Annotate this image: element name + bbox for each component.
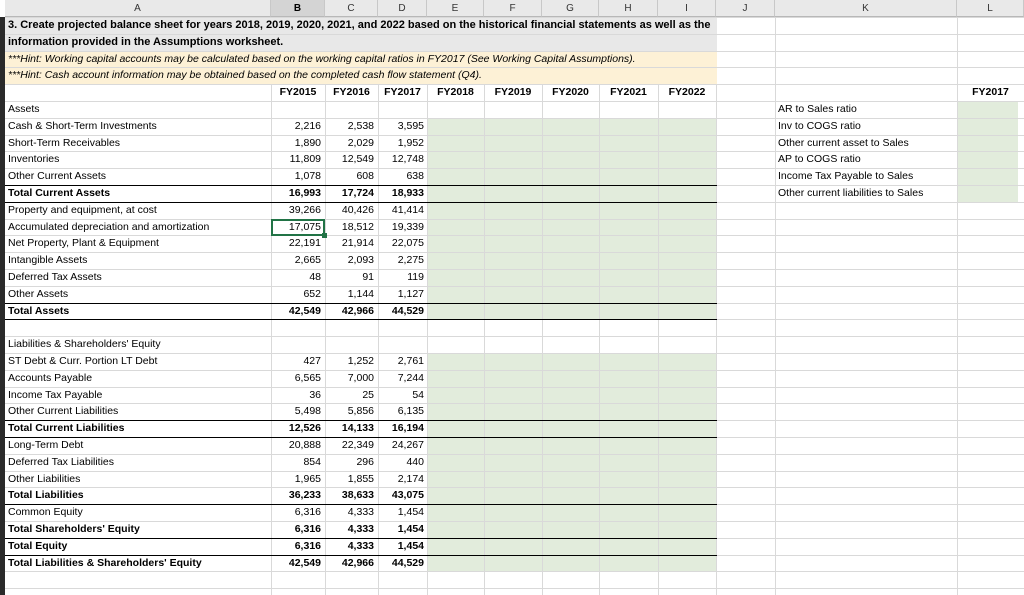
value-cell[interactable]: 38,633 xyxy=(341,489,374,502)
value-cell[interactable]: 17,724 xyxy=(341,187,374,199)
col-gridline xyxy=(957,17,958,595)
value-cell[interactable]: 2,538 xyxy=(347,119,374,132)
row-label: Other Liabilities xyxy=(8,472,81,485)
value-cell[interactable]: 6,316 xyxy=(294,506,321,519)
value-cell[interactable]: 652 xyxy=(303,287,321,300)
hint-line3: ***Hint: Working capital accounts may be calculated based on the working capital ratios in FY2017 (See Working Capital Assumptions). xyxy=(8,52,636,65)
section-header-assets: Assets xyxy=(8,103,40,115)
row-label: Total Current Assets xyxy=(8,187,111,199)
year-header-fy2017: FY2017 xyxy=(384,86,421,99)
value-cell[interactable]: 1,454 xyxy=(397,539,424,552)
column-header-a[interactable]: A xyxy=(5,0,271,17)
column-header-i[interactable]: I xyxy=(658,0,716,17)
value-cell[interactable]: 24,267 xyxy=(391,439,424,451)
column-header-g[interactable]: G xyxy=(542,0,599,17)
value-cell[interactable]: 2,093 xyxy=(347,254,374,267)
row-label: Total Current Liabilities xyxy=(8,422,125,435)
section-header-liabilities: Liabilities & Shareholders' Equity xyxy=(8,338,161,351)
row-gridline xyxy=(5,67,1024,68)
row-label: Cash & Short-Term Investments xyxy=(8,119,157,132)
value-cell[interactable]: 11,809 xyxy=(289,153,321,166)
row-label: ST Debt & Curr. Portion LT Debt xyxy=(8,355,158,367)
value-cell[interactable]: 36 xyxy=(309,388,321,401)
value-cell[interactable]: 44,529 xyxy=(391,556,424,569)
value-cell[interactable]: 7,000 xyxy=(347,371,374,384)
value-cell[interactable]: 19,339 xyxy=(391,220,424,233)
value-cell[interactable]: 22,349 xyxy=(341,439,374,451)
col-gridline xyxy=(599,84,600,595)
ratio-year-header: FY2017 xyxy=(972,86,1009,99)
value-cell[interactable]: 1,252 xyxy=(347,355,374,367)
column-header-f[interactable]: F xyxy=(484,0,542,17)
value-cell[interactable]: 1,855 xyxy=(347,472,374,485)
row-header-strip xyxy=(0,17,5,595)
value-cell[interactable]: 1,144 xyxy=(347,287,374,300)
row-gridline xyxy=(5,51,1024,52)
value-cell[interactable]: 48 xyxy=(309,271,321,283)
row-label: Deferred Tax Assets xyxy=(8,271,102,283)
year-header-fy2019: FY2019 xyxy=(494,86,532,99)
value-cell[interactable]: 5,856 xyxy=(347,405,374,418)
value-cell[interactable]: 2,174 xyxy=(397,472,424,485)
value-cell[interactable]: 2,029 xyxy=(347,136,374,149)
row-label: Other Assets xyxy=(8,287,69,300)
row-label: Other Current Assets xyxy=(8,170,107,183)
value-cell[interactable]: 1,078 xyxy=(294,170,321,183)
column-header-e[interactable]: E xyxy=(427,0,484,17)
ratio-label: Inv to COGS ratio xyxy=(778,119,861,132)
year-header-fy2022: FY2022 xyxy=(668,86,706,99)
value-cell[interactable]: 1,965 xyxy=(294,472,321,485)
row-label: Inventories xyxy=(8,153,60,166)
column-header-b[interactable]: B xyxy=(271,0,325,17)
column-header-k[interactable]: K xyxy=(775,0,957,17)
col-gridline xyxy=(658,84,659,595)
column-header-d[interactable]: D xyxy=(378,0,427,17)
value-cell[interactable]: 91 xyxy=(362,271,374,283)
subtotal-border xyxy=(5,420,717,421)
row-label: Total Equity xyxy=(8,539,68,552)
value-cell[interactable]: 16,993 xyxy=(288,187,321,199)
hint-line4: ***Hint: Cash account information may be obtained based on the completed cash flow statement (Q4). xyxy=(8,69,482,82)
ratio-label: AR to Sales ratio xyxy=(778,103,857,115)
row-label: Net Property, Plant & Equipment xyxy=(8,237,159,250)
column-header-j[interactable]: J xyxy=(716,0,775,17)
value-cell[interactable]: 427 xyxy=(303,355,321,367)
value-cell[interactable]: 3,595 xyxy=(397,119,424,132)
value-cell[interactable]: 16,194 xyxy=(391,422,424,435)
value-cell[interactable]: 2,216 xyxy=(294,119,321,132)
value-cell[interactable]: 43,075 xyxy=(391,489,424,502)
total-bottom-border xyxy=(5,319,717,320)
value-cell[interactable]: 119 xyxy=(407,271,424,283)
row-label: Other Current Liabilities xyxy=(8,405,119,418)
value-cell[interactable]: 2,665 xyxy=(294,254,321,267)
row-label: Total Assets xyxy=(8,304,70,317)
value-cell[interactable]: 638 xyxy=(406,170,424,183)
ratio-label: AP to COGS ratio xyxy=(778,153,861,166)
row-label: Income Tax Payable xyxy=(8,388,103,401)
row-label: Accumulated depreciation and amortization xyxy=(8,220,210,233)
row-label: Short-Term Receivables xyxy=(8,136,121,149)
col-gridline xyxy=(484,84,485,595)
value-cell[interactable]: 5,498 xyxy=(294,405,321,418)
year-header-fy2015: FY2015 xyxy=(279,86,317,99)
column-header-h[interactable]: H xyxy=(599,0,658,17)
value-cell[interactable]: 22,075 xyxy=(391,237,424,250)
value-cell[interactable]: 854 xyxy=(303,455,321,468)
ratio-label: Other current liabilities to Sales xyxy=(778,187,924,199)
value-cell[interactable]: 18,933 xyxy=(391,187,424,199)
row-label: Intangible Assets xyxy=(8,254,88,267)
year-header-fy2021: FY2021 xyxy=(610,86,647,99)
value-cell[interactable]: 39,266 xyxy=(288,203,321,216)
row-gridline xyxy=(5,17,1024,18)
value-cell[interactable]: 440 xyxy=(406,455,424,468)
value-cell[interactable]: 40,426 xyxy=(341,203,374,216)
value-cell[interactable]: 18,512 xyxy=(341,220,374,233)
col-gridline xyxy=(427,84,428,595)
row-label: Deferred Tax Liabilities xyxy=(8,455,115,468)
value-cell[interactable]: 12,748 xyxy=(391,153,424,166)
row-label: Accounts Payable xyxy=(8,371,93,384)
ratio-label: Income Tax Payable to Sales xyxy=(778,170,914,183)
value-cell[interactable]: 1,952 xyxy=(397,136,424,149)
value-cell[interactable]: 6,565 xyxy=(294,371,321,384)
value-cell[interactable]: 17,075 xyxy=(288,220,321,233)
value-cell[interactable]: 6,316 xyxy=(294,539,321,552)
value-cell[interactable]: 14,133 xyxy=(341,422,374,435)
value-cell[interactable]: 42,966 xyxy=(341,556,374,569)
subtotal-border xyxy=(5,202,717,203)
value-cell[interactable]: 4,333 xyxy=(347,523,374,535)
row-gridline xyxy=(5,588,1024,589)
column-header-l[interactable]: L xyxy=(957,0,1024,17)
value-cell[interactable]: 44,529 xyxy=(391,304,424,317)
value-cell[interactable]: 12,549 xyxy=(341,153,374,166)
value-cell[interactable]: 2,275 xyxy=(397,254,424,267)
value-cell[interactable]: 20,888 xyxy=(288,439,321,451)
row-label: Property and equipment, at cost xyxy=(8,203,157,216)
value-cell[interactable]: 1,454 xyxy=(397,523,424,535)
year-header-fy2020: FY2020 xyxy=(552,86,589,99)
value-cell[interactable]: 12,526 xyxy=(288,422,321,435)
value-cell[interactable]: 4,333 xyxy=(347,506,374,519)
value-cell[interactable]: 7,244 xyxy=(397,371,424,384)
row-label: Total Shareholders' Equity xyxy=(8,523,140,535)
row-label: Long-Term Debt xyxy=(8,439,84,451)
value-cell[interactable]: 6,316 xyxy=(294,523,321,535)
instruction-line2: information provided in the Assumptions worksheet. xyxy=(8,35,284,48)
value-cell[interactable]: 1,890 xyxy=(294,136,321,149)
row-label: Common Equity xyxy=(8,506,83,519)
value-cell[interactable]: 42,549 xyxy=(288,304,321,317)
row-label: Total Liabilities & Shareholders' Equity xyxy=(8,556,202,569)
year-header-fy2016: FY2016 xyxy=(333,86,370,99)
value-cell[interactable]: 1,454 xyxy=(397,506,424,519)
ratio-label: Other current asset to Sales xyxy=(778,136,909,149)
subtotal-border xyxy=(5,504,717,505)
subtotal-border xyxy=(5,538,717,539)
value-cell[interactable]: 54 xyxy=(412,388,424,401)
value-cell[interactable]: 22,191 xyxy=(288,237,321,250)
value-cell[interactable]: 4,333 xyxy=(347,539,374,552)
subtotal-border xyxy=(5,555,717,556)
row-gridline xyxy=(5,34,1024,35)
value-cell[interactable]: 25 xyxy=(362,388,374,401)
col-gridline xyxy=(775,17,776,595)
value-cell[interactable]: 42,549 xyxy=(288,556,321,569)
value-cell[interactable]: 608 xyxy=(356,170,374,183)
selected-cell[interactable] xyxy=(271,219,325,236)
column-header-c[interactable]: C xyxy=(325,0,378,17)
row-label: Total Liabilities xyxy=(8,489,84,502)
col-gridline xyxy=(542,84,543,595)
instruction-line1: 3. Create projected balance sheet for years 2018, 2019, 2020, 2021, and 2022 based on the historical financial statements as well as the xyxy=(8,19,711,31)
value-cell[interactable]: 1,127 xyxy=(397,287,424,300)
value-cell[interactable]: 2,761 xyxy=(397,355,424,367)
year-header-fy2018: FY2018 xyxy=(437,86,474,99)
fill-handle[interactable] xyxy=(322,233,327,238)
value-cell[interactable]: 36,233 xyxy=(288,489,321,502)
value-cell[interactable]: 41,414 xyxy=(391,203,424,216)
col-gridline xyxy=(716,84,717,595)
value-cell[interactable]: 42,966 xyxy=(341,304,374,317)
value-cell[interactable]: 296 xyxy=(356,455,374,468)
value-cell[interactable]: 6,135 xyxy=(397,405,424,418)
subtotal-border xyxy=(5,185,717,186)
subtotal-border xyxy=(5,303,717,304)
value-cell[interactable]: 21,914 xyxy=(341,237,374,250)
subtotal-border xyxy=(5,437,717,438)
